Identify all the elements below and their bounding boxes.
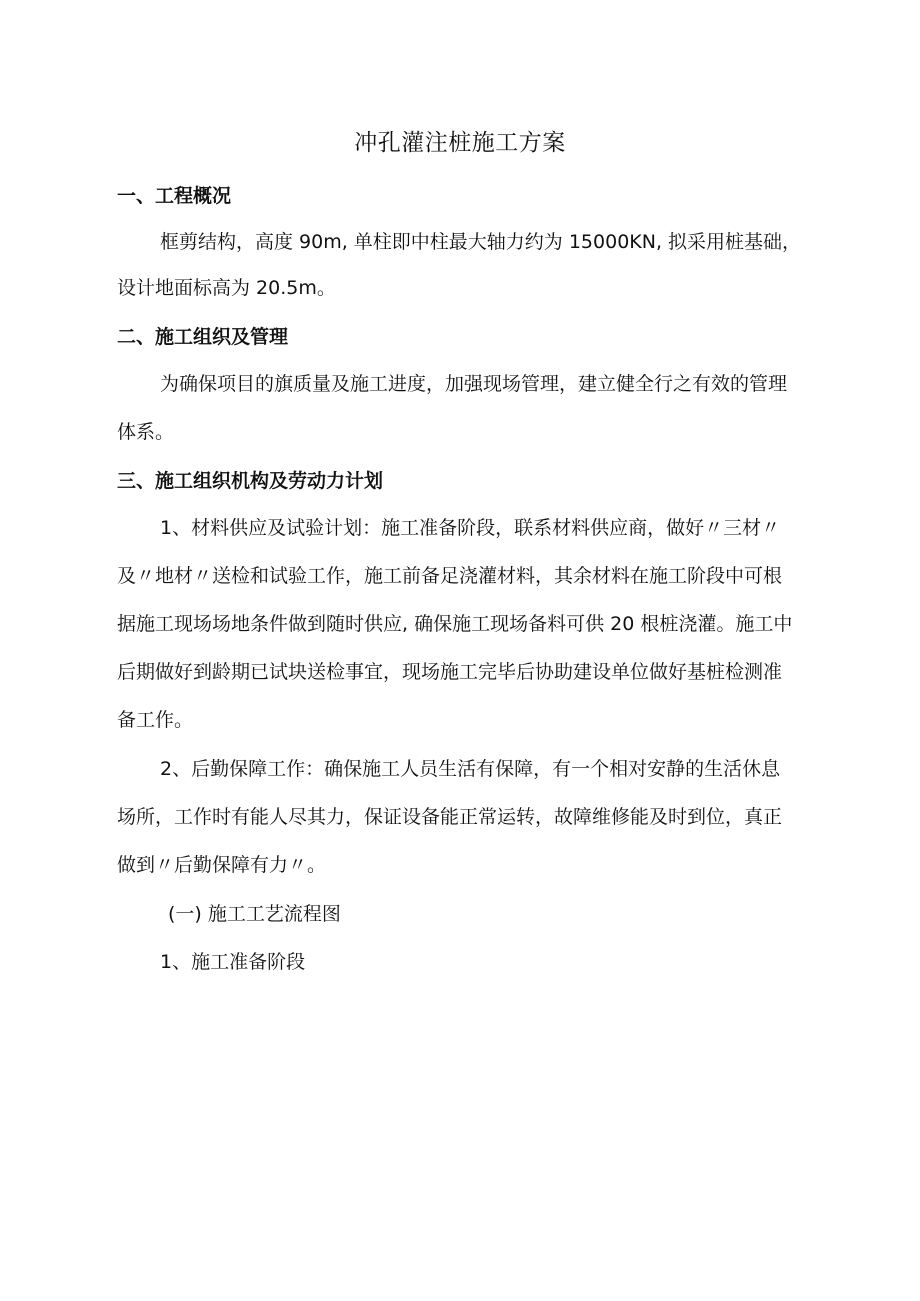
paragraph-line: 设计地面标高为 20.5m。 [117, 277, 336, 299]
section-heading-overview: 一、工程概况 [117, 185, 232, 207]
section-heading-labor-plan: 三、施工组织机构及劳动力计划 [117, 470, 384, 492]
paragraph-line: 做到〃后勤保障有力〃。 [117, 854, 327, 876]
paragraph-line: 备工作。 [117, 709, 194, 731]
paragraph-line: 据施工现场场地条件做到随时供应, 确保施工现场备料可供 20 根桩浇灌。施工中 [117, 613, 793, 635]
paragraph-line: 后期做好到龄期已试块送检事宜，现场施工完毕后协助建设单位做好基桩检测准 [117, 661, 783, 683]
paragraph-line: 1、材料供应及试验计划：施工准备阶段，联系材料供应商，做好〃三材〃 [160, 517, 781, 539]
paragraph-line: 2、后勤保障工作：确保施工人员生活有保障，有一个相对安静的生活休息 [160, 758, 781, 780]
subsection-heading: (一) 施工工艺流程图 [168, 903, 341, 925]
paragraph-line: 场所，工作时有能人尽其力，保证设备能正常运转，故障维修能及时到位，真正 [117, 806, 783, 828]
document-title: 冲孔灌注桩施工方案 [354, 130, 566, 156]
paragraph-line: 体系。 [117, 421, 175, 443]
step-label: 1、施工准备阶段 [160, 951, 306, 973]
paragraph-line: 为确保项目的旗质量及施工进度，加强现场管理，建立健全行之有效的管理 [160, 373, 788, 395]
section-heading-organization: 二、施工组织及管理 [117, 326, 289, 348]
paragraph-line: 框剪结构，高度 90m, 单柱即中柱最大轴力约为 15000KN, 拟采用桩基础， [160, 231, 802, 253]
paragraph-line: 及〃地材〃送检和试验工作，施工前备足浇灌材料，其余材料在施工阶段中可根 [117, 565, 783, 587]
